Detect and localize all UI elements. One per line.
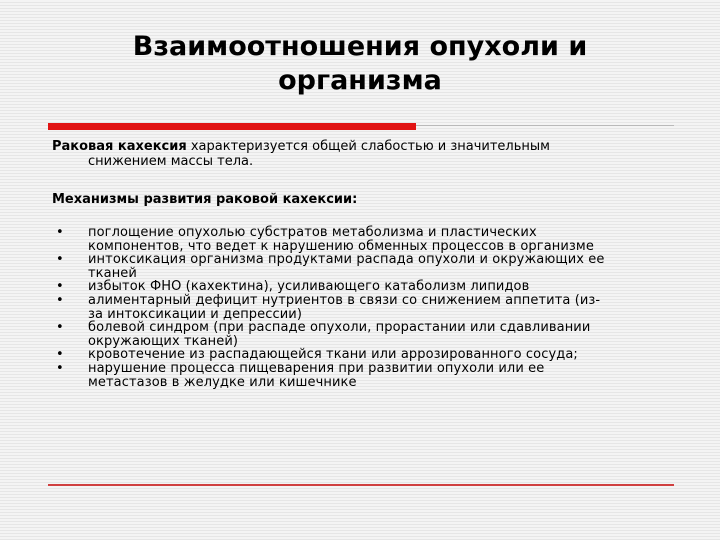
bullet-icon: • xyxy=(56,279,64,295)
bullet-icon: • xyxy=(56,225,64,240)
list-item-text: избыток ФНО (кахектина), усиливающего катаболизм липидов xyxy=(88,279,530,295)
list-item xyxy=(52,321,682,348)
list-item-text: компонентов, что ведет к нарушению обменных процессов в организме xyxy=(88,238,594,254)
list-item-text: кровотечение из распадающейся ткани или аррозированного сосуда; xyxy=(88,347,578,363)
intro-text-line2: снижением массы тела. xyxy=(88,153,254,169)
list-item-text: интоксикация организма продуктами распада опухоли и окружающих ее xyxy=(88,252,605,268)
title-accent-bar xyxy=(48,123,416,130)
intro-paragraph xyxy=(52,140,682,169)
bullet-icon: • xyxy=(56,292,64,308)
list-item xyxy=(52,362,682,389)
mechanisms-list xyxy=(52,226,682,389)
list-item xyxy=(52,226,682,253)
list-item-text: окружающих тканей) xyxy=(88,333,239,349)
list-item xyxy=(52,294,682,321)
slide-title xyxy=(60,30,660,98)
list-item-text: нарушение процесса пищеварения при развитии опухоли или ее xyxy=(88,360,545,376)
list-item-text: метастазов в желудке или кишечнике xyxy=(88,374,357,390)
title-line-1: Взаимоотношения опухоли и xyxy=(132,31,588,62)
list-item xyxy=(52,253,682,280)
footer-divider xyxy=(48,484,674,486)
bullet-icon: • xyxy=(56,360,64,376)
list-item-text: тканей xyxy=(88,265,137,281)
title-line-2: организма xyxy=(278,65,442,96)
intro-text-line1: характеризуется общей слабостью и значительным xyxy=(186,139,550,154)
bullet-icon: • xyxy=(56,320,64,336)
bullet-icon: • xyxy=(56,252,64,268)
list-item-text: за интоксикации и депрессии) xyxy=(88,306,303,322)
list-item-text: алиментарный дефицит нутриентов в связи со снижением аппетита (из- xyxy=(88,292,601,308)
list-item xyxy=(52,348,682,362)
intro-term: Раковая кахексия xyxy=(52,139,187,154)
list-item-text: поглощение опухолью субстратов метаболизма и пластических xyxy=(88,225,537,240)
bullet-icon: • xyxy=(56,347,64,363)
list-item xyxy=(52,280,682,294)
list-item-text: болевой синдром (при распаде опухоли, прорастании или сдавливании xyxy=(88,320,591,336)
section-heading: Механизмы развития раковой кахексии: xyxy=(52,192,358,207)
